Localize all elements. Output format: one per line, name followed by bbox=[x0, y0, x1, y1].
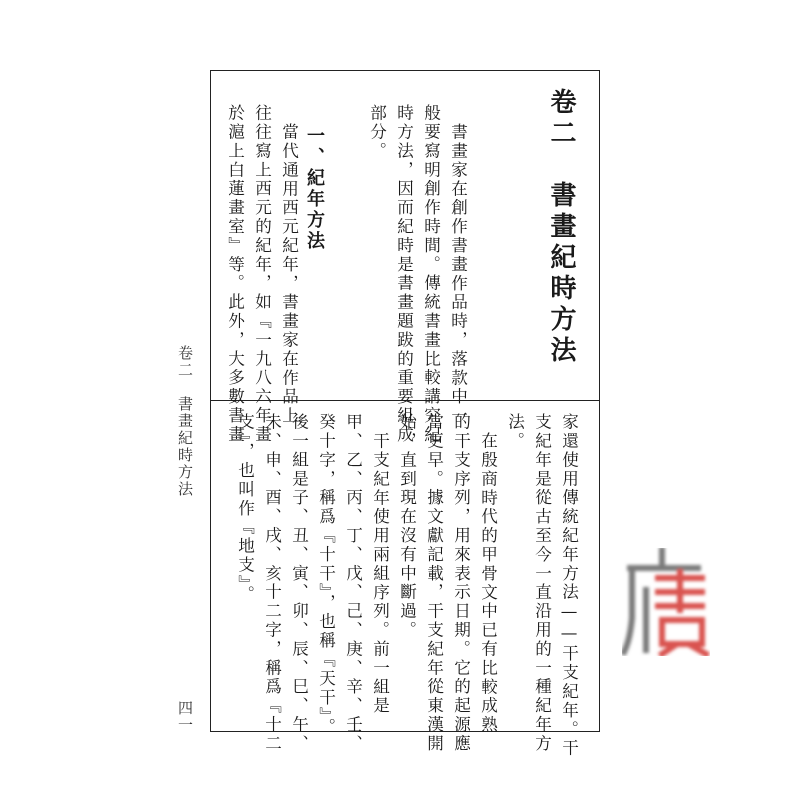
lower-line-5: 的干支序列，用來表示日期。它的起源應 bbox=[451, 413, 471, 754]
lower-line-1: 家還使用傳統紀年方法——干支紀年。干 bbox=[559, 413, 579, 758]
running-head: 卷二 書畫紀時方法 bbox=[176, 345, 194, 498]
section-heading: 一、紀年方法 bbox=[304, 126, 325, 252]
lower-line-10: 癸十字，稱爲『十干』，也稱『天干』。 bbox=[316, 413, 336, 737]
lower-line-8: 干支紀年使用兩組序列。前一組是 bbox=[370, 432, 390, 716]
lower-line-12: 未、申、酉、戌、亥十二字，稱爲『十二 bbox=[262, 413, 282, 754]
section-line-1: 當代通用西元紀年，書畫家在作品上 bbox=[279, 123, 299, 426]
lower-line-2: 支紀年是從古至今一直沿用的一種紀年方 bbox=[532, 413, 552, 754]
intro-line-2: 般要寫明創作時間。傳統書畫比較講究紀 bbox=[421, 104, 441, 445]
lower-line-6: 當更早。據文獻記載，干支紀年從東漢開 bbox=[424, 413, 444, 754]
lower-line-3: 法。 bbox=[505, 413, 525, 451]
section-line-2: 往往寫上西元的紀年，如『一九八六年畫 bbox=[252, 104, 272, 445]
lower-line-9: 甲、乙、丙、丁、戊、己、庚、辛、壬、 bbox=[343, 413, 363, 754]
section-line-3: 於滬上白蓮畫室』等。此外，大多數書畫 bbox=[225, 104, 245, 445]
seal-watermark-icon bbox=[622, 548, 710, 656]
chapter-title: 卷二 書畫紀時方法 bbox=[546, 88, 576, 367]
intro-line-1: 書畫家在創作書畫作品時，落款中一 bbox=[448, 123, 468, 426]
intro-line-4: 部分。 bbox=[367, 104, 387, 161]
lower-line-11: 後一組是子、丑、寅、卯、辰、巳、午、 bbox=[289, 413, 309, 754]
lower-line-7: 始，直到現在沒有中斷過。 bbox=[397, 413, 417, 640]
page-number: 四一 bbox=[176, 700, 194, 734]
lower-line-4: 在殷商時代的甲骨文中已有比較成熟 bbox=[478, 432, 498, 735]
lower-line-13: 支』，也叫作『地支』。 bbox=[235, 413, 255, 605]
intro-line-3: 時方法，因而紀時是書畫題跋的重要組成 bbox=[394, 104, 414, 445]
